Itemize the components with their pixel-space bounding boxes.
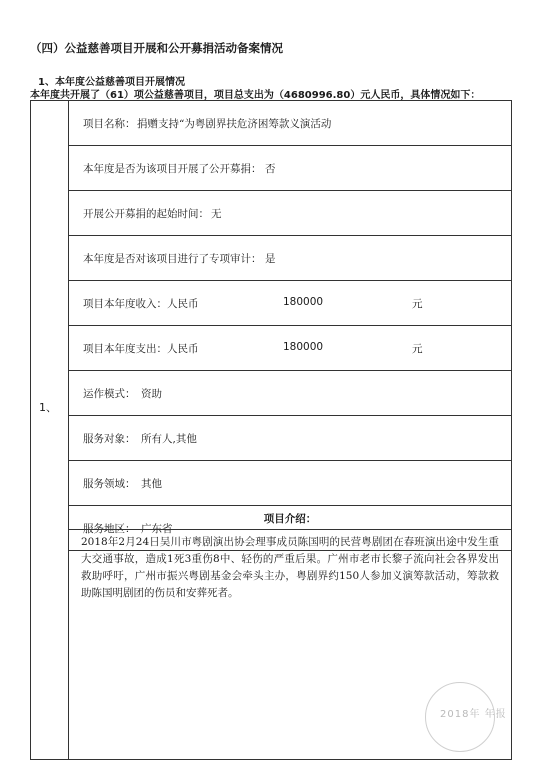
row-expense [69,326,511,371]
summary-line: 本年度共开展了（61）项公益慈善项目，项目总支出为（4680996.80）元人民币，具体情况如下： [30,90,481,101]
start-time-label: 开展公开募捐的起始时间： [83,208,209,220]
start-time-value: 无 [211,208,222,220]
intro-divider [69,529,511,530]
row-audit [69,236,511,281]
row-operation-mode [69,371,511,416]
row-service-field [69,461,511,506]
audit-label: 本年度是否对该项目进行了专项审计： [83,253,262,265]
expense-unit: 元 [412,343,423,355]
intro-body: 2018年2月24日吴川市粤剧演出协会理事成员陈国明的民营粤剧团在春班演出途中发生重大交通事故，造成1死3重伤8中、轻伤的严重后果。广州市老市长黎子流向社会各界发出救助呼吁，广州市振兴粤剧基金会牵头主办，粤剧界约150人参加义演筹款活动，筹款救助陈国明剧团的伤员和安葬死者。 [81,536,499,599]
operation-mode-value: 资助 [141,388,162,400]
project-form-table [30,100,512,760]
project-name-label: 项目名称： [83,118,136,130]
intro-title: 项目介绍： [263,513,317,525]
service-area-value: 广东省 [141,523,173,535]
project-name-value: 捐赠支持“为粤剧界扶危济困筹款义演活动 [137,118,332,130]
income-unit: 元 [412,298,423,310]
expense-label: 项目本年度支出：人民币 [83,343,199,355]
annual-report-stamp [425,682,507,752]
row-start-time [69,191,511,236]
public-fundraising-value: 否 [265,163,276,175]
stamp-text: 2018年 年报 [440,709,507,720]
public-fundraising-label: 本年度是否为该项目开展了公开募捐： [83,163,262,175]
item-index: 1、 [39,401,57,414]
row-income [69,281,511,326]
operation-mode-label: 运作模式： [83,388,136,400]
service-target-value: 所有人,其他 [141,433,197,445]
row-public-fundraising [69,146,511,191]
row-service-target [69,416,511,461]
section-title: 1、本年度公益慈善项目开展情况 [38,77,185,88]
service-field-label: 服务领域： [83,478,136,490]
audit-value: 是 [265,253,276,265]
page-title: （四）公益慈善项目开展和公开募捐活动备案情况 [30,41,283,55]
service-area-label: 服务地区： [83,523,136,535]
service-field-value: 其他 [141,478,162,490]
expense-amount: 180000 [283,341,324,353]
row-project-name [69,101,511,146]
item-index-column [31,101,69,759]
income-label: 项目本年度收入：人民币 [83,298,199,310]
income-amount: 180000 [283,296,324,308]
service-target-label: 服务对象： [83,433,136,445]
